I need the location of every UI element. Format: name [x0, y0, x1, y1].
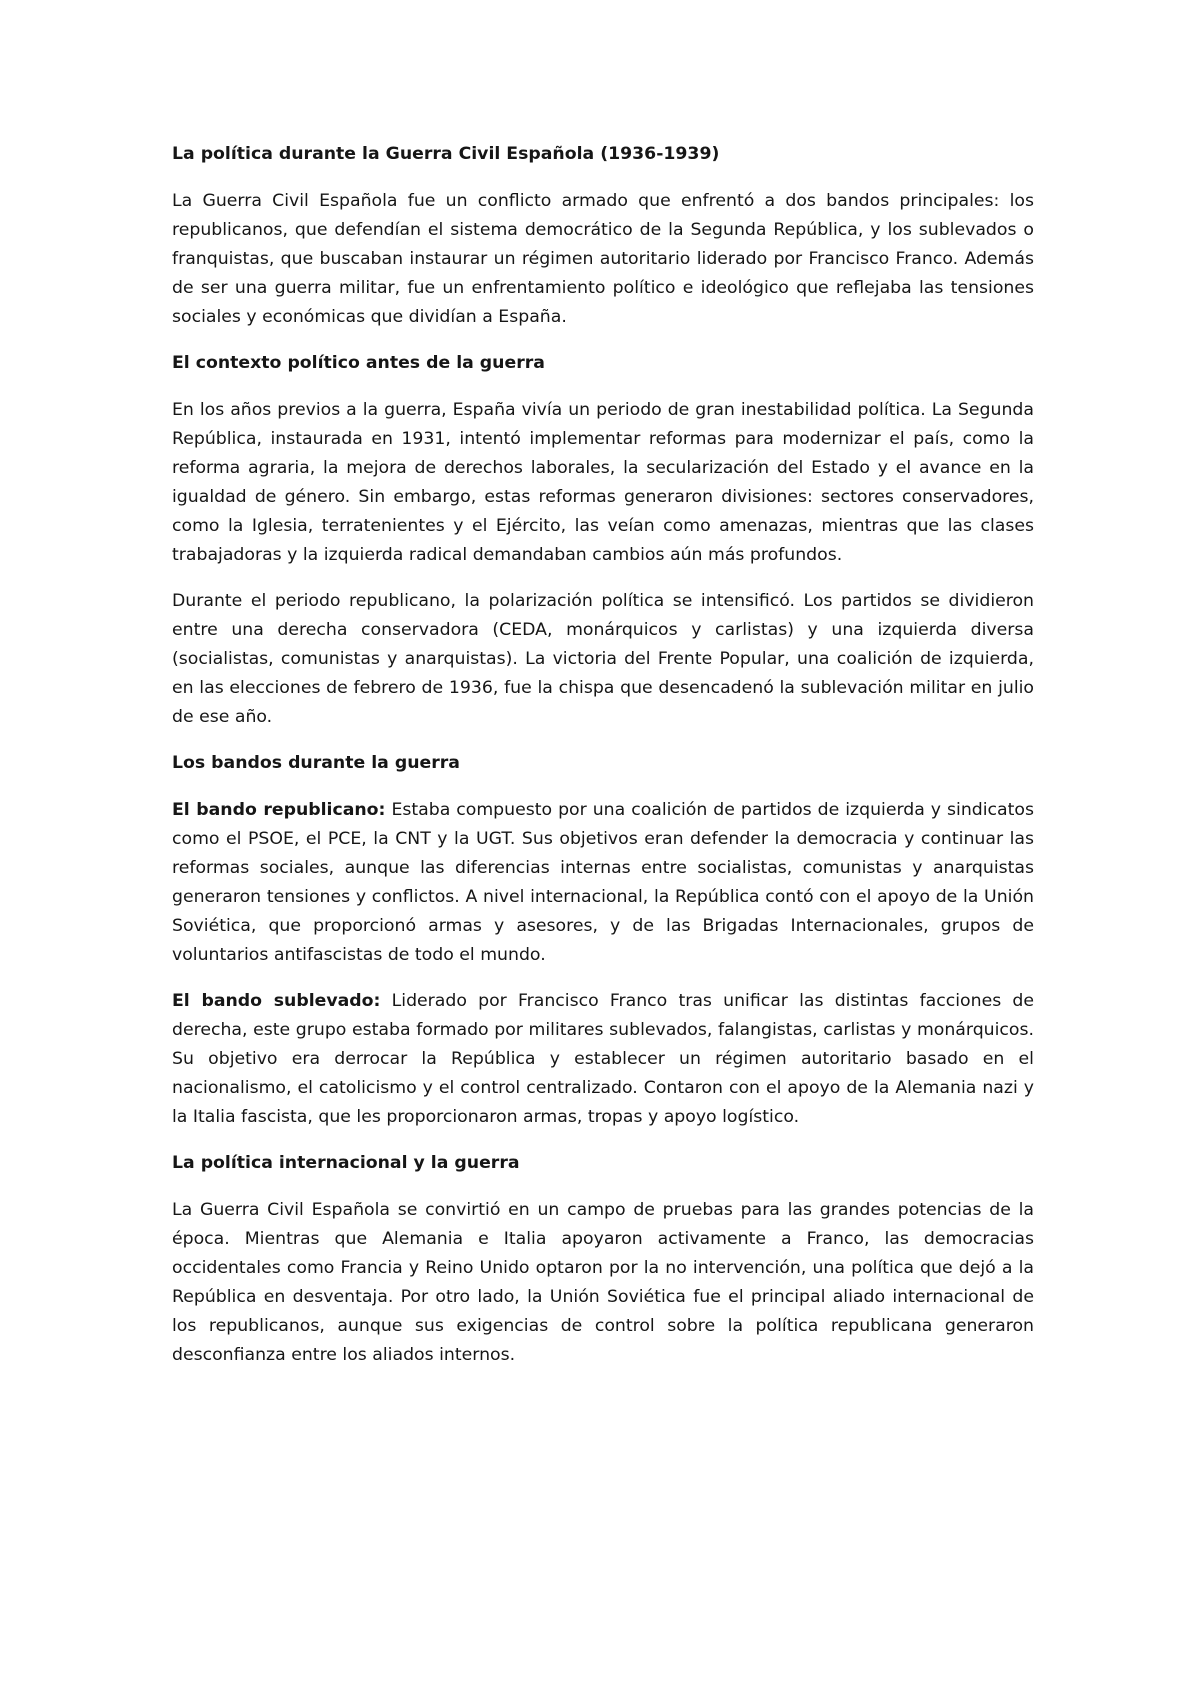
document-page	[172, 140, 1034, 1387]
rebel-paragraph	[172, 987, 1034, 1132]
republican-text: Estaba compuesto por una coalición de partidos de izquierda y sindicatos como el PSOE, el PCE, la CNT y la UGT. Sus objetivos eran defender la democracia y continuar las reformas sociales, aunque las diferencias internas entre socialistas, comunistas y anarquistas generaron tensiones y conflictos. A nivel internacional, la República contó con el apoyo de la Unión Soviética, que proporcionó armas y asesores, y de las Brigadas Internacionales, grupos de voluntarios antifascistas de todo el mundo.	[172, 800, 1034, 965]
intro-paragraph: La Guerra Civil Española fue un conflicto armado que enfrentó a dos bandos principales: los republicanos, que defendían el sistema democrático de la Segunda República, y los sublevados o franquistas, que buscaban instaurar un régimen autoritario liderado por Francisco Franco. Además de ser una guerra militar, fue un enfrentamiento político e ideológico que reflejaba las tensiones sociales y económicas que dividían a España.	[172, 191, 1034, 327]
section-heading-international: La política internacional y la guerra	[172, 1153, 520, 1173]
republican-paragraph	[172, 796, 1034, 970]
rebel-text: Liderado por Francisco Franco tras unificar las distintas facciones de derecha, este grupo estaba formado por militares sublevados, falangistas, carlistas y monárquicos. Su objetivo era derrocar la República y establecer un régimen autoritario basado en el nacionalismo, el catolicismo y el control centralizado. Contaron con el apoyo de la Alemania nazi y la Italia fascista, que les proporcionaron armas, tropas y apoyo logístico.	[172, 991, 1034, 1127]
document-title: La política durante la Guerra Civil Española (1936-1939)	[172, 144, 720, 164]
international-paragraph: La Guerra Civil Española se convirtió en un campo de pruebas para las grandes potencias de la época. Mientras que Alemania e Italia apoyaron activamente a Franco, las democracias occidentales como Francia y Reino Unido optaron por la no intervención, una política que dejó a la República en desventaja. Por otro lado, la Unión Soviética fue el principal aliado internacional de los republicanos, aunque sus exigencias de control sobre la política republicana generaron desconfianza entre los aliados internos.	[172, 1200, 1034, 1365]
context-paragraph-2: Durante el periodo republicano, la polarización política se intensificó. Los partidos se dividieron entre una derecha conservadora (CEDA, monárquicos y carlistas) y una izquierda diversa (socialistas, comunistas y anarquistas). La victoria del Frente Popular, una coalición de izquierda, en las elecciones de febrero de 1936, fue la chispa que desencadenó la sublevación militar en julio de ese año.	[172, 591, 1034, 727]
rebel-lead: El bando sublevado:	[172, 991, 381, 1011]
section-heading-context: El contexto político antes de la guerra	[172, 353, 545, 373]
republican-lead: El bando republicano:	[172, 800, 386, 820]
section-heading-bandos: Los bandos durante la guerra	[172, 753, 460, 773]
context-paragraph-1: En los años previos a la guerra, España vivía un periodo de gran inestabilidad política. La Segunda República, instaurada en 1931, intentó implementar reformas para modernizar el país, como la reforma agraria, la mejora de derechos laborales, la secularización del Estado y el avance en la igualdad de género. Sin embargo, estas reformas generaron divisiones: sectores conservadores, como la Iglesia, terratenientes y el Ejército, las veían como amenazas, mientras que las clases trabajadoras y la izquierda radical demandaban cambios aún más profundos.	[172, 400, 1034, 565]
